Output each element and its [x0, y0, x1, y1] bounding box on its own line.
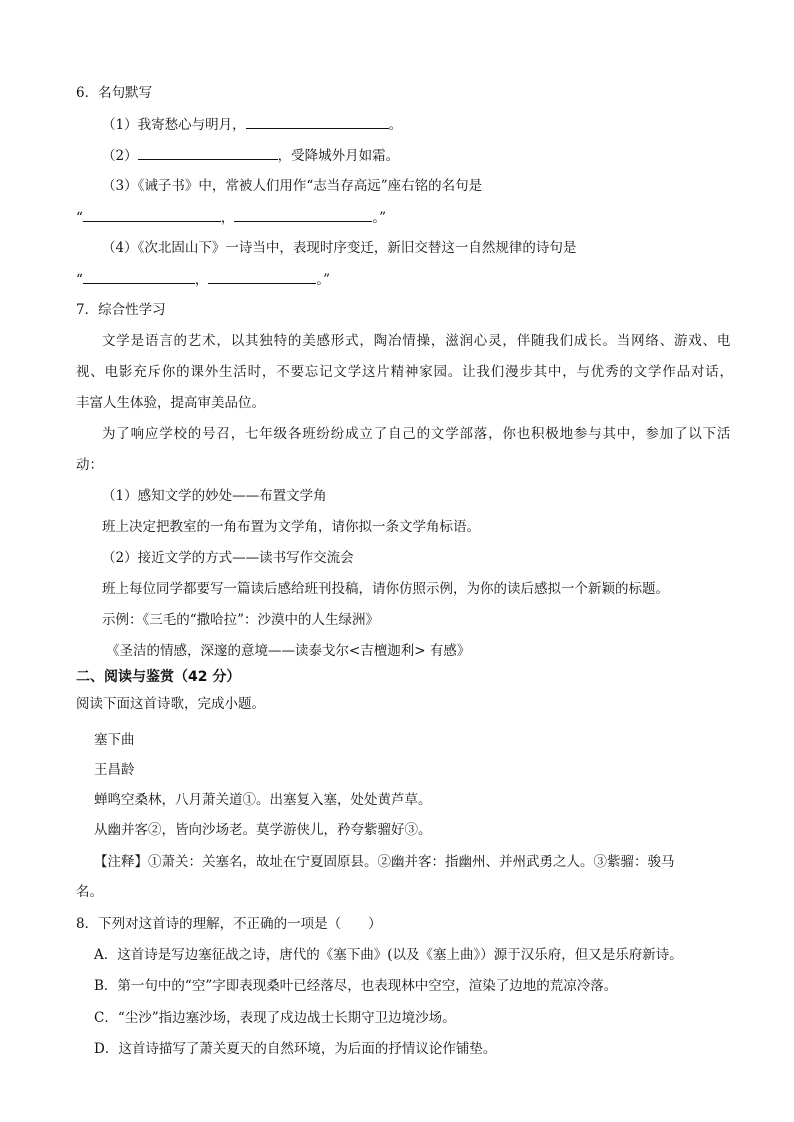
q6-title: 6．名句默写: [76, 85, 153, 101]
q6-sentence-2: [102, 145, 399, 166]
q8-option-d[interactable]: D．这首诗描写了萧关夏天的自然环境，为后面的抒情议论作铺垫。: [94, 1041, 497, 1057]
q7-paragraph-1-line-2: 视、电影充斥你的课外生活时，不要忘记文学这片精神家园。让我们漫步其中，与优秀的文学作品对话，: [76, 364, 734, 380]
poem-line-2: 从幽并客②，皆向沙场老。莫学游侠儿，矜夸紫骝好③。: [94, 822, 432, 838]
close-quote: 。”: [372, 210, 387, 226]
poem-author: 王昌龄: [94, 762, 135, 778]
answer-blank[interactable]: [246, 114, 389, 129]
q6-s1-end: 。: [388, 117, 403, 133]
q6-s2-label: （2）: [102, 148, 138, 164]
q8-stem: 8．下列对这首诗的理解，不正确的一项是（ ）: [76, 916, 382, 932]
comma: ，: [220, 210, 235, 226]
q8-option-b[interactable]: B．第一句中的“空”字即表现桑叶已经落尽，也表现林中空空，渲染了边地的荒凉冷落。: [94, 978, 618, 994]
q7-example-2: 《圣洁的情感，深邃的意境——读泰戈尔<吉檀迦利> 有感》: [106, 643, 471, 659]
q6-sentence-1: [102, 114, 402, 135]
q7-title: 7．综合性学习: [76, 302, 166, 318]
q6-s2-text: ，受降城外月如霜。: [277, 148, 400, 164]
q7-paragraph-2-line-2: 动：: [76, 457, 103, 473]
answer-blank[interactable]: [234, 207, 372, 222]
comma: ，: [194, 272, 209, 288]
q8-option-c[interactable]: C．“尘沙”指边塞沙场，表现了戍边战士长期守卫边境沙场。: [94, 1010, 456, 1026]
answer-blank[interactable]: [83, 207, 221, 222]
poem-notes-line-1: 【注释】①萧关：关塞名，故址在宁夏固原县。②幽并客：指幽州、并州武勇之人。③紫骝：骏马: [94, 854, 675, 870]
q6-sentence-3-prompt: （3）《诫子书》中，常被人们用作“志当存高远”座右铭的名句是: [102, 178, 483, 194]
q7-item-1-text: 班上决定把教室的一角布置为文学角，请你拟一条文学角标语。: [102, 519, 480, 535]
q7-item-1-title: （1）感知文学的妙处——布置文学角: [102, 488, 327, 504]
answer-blank[interactable]: [83, 269, 195, 284]
poem-notes-line-2: 名。: [76, 884, 103, 900]
section-intro: 阅读下面这首诗歌，完成小题。: [76, 696, 265, 712]
q6-sentence-4-answer: [76, 269, 330, 290]
poem-line-1: 蝉鸣空桑林，八月萧关道①。出塞复入塞，处处黄芦草。: [94, 792, 432, 808]
q7-example: 示例：《三毛的“撒哈拉”：沙漠中的人生绿洲》: [102, 612, 380, 628]
q7-paragraph-1-line-3: 丰富人生体验，提高审美品位。: [76, 395, 265, 411]
q7-item-2-text: 班上每位同学都要写一篇读后感给班刊投稿，请你仿照示例，为你的读后感拟一个新颖的标题。: [102, 581, 669, 597]
q8-option-a[interactable]: A．这首诗是写边塞征战之诗，唐代的《塞下曲》(以及《塞上曲》）源于汉乐府，但又是乐府新诗。: [94, 947, 683, 963]
q6-sentence-3-answer: [76, 207, 386, 228]
section-heading: 二、阅读与鉴赏（42 分）: [76, 669, 241, 685]
answer-blank[interactable]: [208, 269, 316, 284]
q6-s1-text: （1）我寄愁心与明月，: [102, 117, 246, 133]
q7-paragraph-1-line-1: 文学是语言的艺术，以其独特的美感形式，陶冶情操，滋润心灵，伴随我们成长。当网络、游戏、电: [102, 333, 732, 349]
q7-item-2-title: （2）接近文学的方式——读书写作交流会: [102, 550, 354, 566]
q7-paragraph-2-line-1: 为了响应学校的号召，七年级各班纷纷成立了自己的文学部落，你也积极地参与其中，参加了以下活: [102, 426, 732, 442]
answer-blank[interactable]: [138, 145, 278, 160]
close-quote: 。”: [316, 272, 331, 288]
q6-sentence-4-prompt: （4）《次北固山下》一诗当中，表现时序变迁，新旧交替这一自然规律的诗句是: [102, 240, 577, 256]
open-quote: “: [76, 272, 83, 288]
poem-title: 塞下曲: [94, 732, 135, 748]
open-quote: “: [76, 210, 83, 226]
